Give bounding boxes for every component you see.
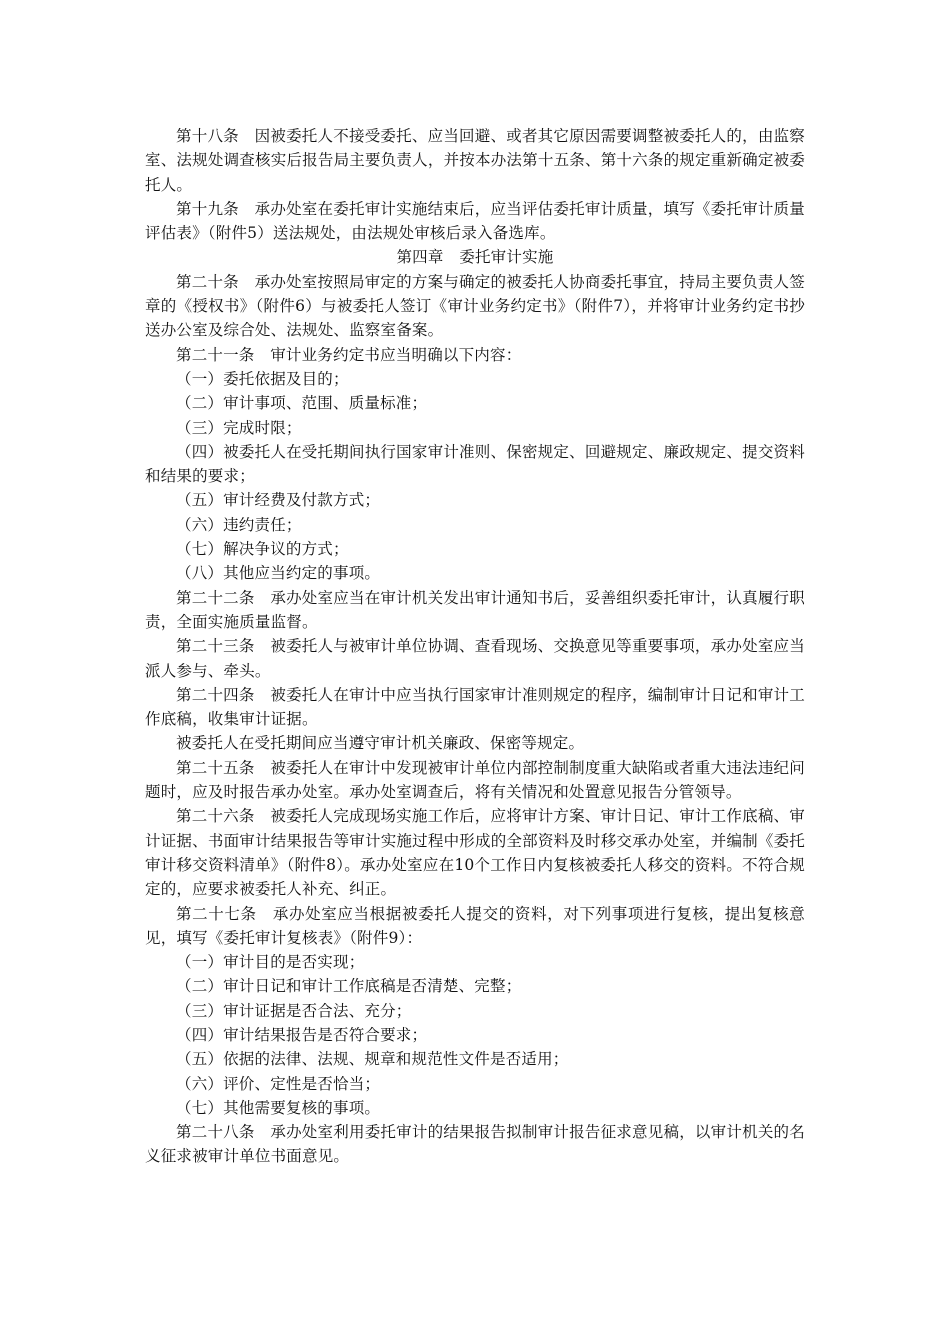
paragraph-article-24: 第二十四条 被委托人在审计中应当执行国家审计准则规定的程序，编制审计日记和审计工作底稿，收集审计证据。 bbox=[145, 685, 805, 729]
paragraph-article-24-continued: 被委托人在受托期间应当遵守审计机关廉政、保密等规定。 bbox=[176, 734, 585, 753]
list-item: （一）审计目的是否实现； bbox=[176, 953, 365, 972]
list-item: （七）解决争议的方式； bbox=[176, 540, 349, 559]
list-item: （七）其他需要复核的事项。 bbox=[176, 1098, 381, 1117]
paragraph-article-25: 第二十五条 被委托人在审计中发现被审计单位内部控制制度重大缺陷或者重大违法违纪问题时，应及时报告承办处室。承办处室调查后，将有关情况和处置意见报告分管领导。 bbox=[145, 758, 805, 802]
list-item: （五）审计经费及付款方式； bbox=[176, 491, 381, 510]
paragraph-article-28: 第二十八条 承办处室利用委托审计的结果报告拟制审计报告征求意见稿，以审计机关的名义征求被审计单位书面意见。 bbox=[145, 1123, 805, 1166]
paragraph-article-19: 第十九条 承办处室在委托审计实施结束后，应当评估委托审计质量，填写《委托审计质量评估表》（附件5）送法规处，由法规处审核后录入备选库。 bbox=[145, 199, 805, 243]
list-item: （二）审计事项、范围、质量标准； bbox=[176, 394, 428, 413]
paragraph-article-18: 第十八条 因被委托人不接受委托、应当回避、或者其它原因需要调整被委托人的，由监察室、法规处调查核实后报告局主要负责人，并按本办法第十五条、第十六条的规定重新确定被委托人。 bbox=[145, 127, 805, 194]
paragraph-article-21: 第二十一条 审计业务约定书应当明确以下内容： bbox=[176, 345, 522, 364]
paragraph-article-23: 第二十三条 被委托人与被审计单位协调、查看现场、交换意见等重要事项，承办处室应当派人参与、牵头。 bbox=[145, 637, 805, 680]
list-item: （二）审计日记和审计工作底稿是否清楚、完整； bbox=[176, 977, 522, 996]
document-body bbox=[145, 124, 805, 1169]
list-item: （六）违约责任； bbox=[176, 515, 302, 534]
list-item: （三）完成时限； bbox=[176, 418, 302, 437]
list-item: （四）被委托人在受托期间执行国家审计准则、保密规定、回避规定、廉政规定、提交资料和结果的要求； bbox=[145, 442, 805, 486]
chapter-heading: 第四章 委托审计实施 bbox=[396, 248, 554, 267]
list-item: （一）委托依据及目的； bbox=[176, 369, 349, 388]
list-item: （五）依据的法律、法规、规章和规范性文件是否适用； bbox=[176, 1050, 569, 1069]
list-item: （四）审计结果报告是否符合要求； bbox=[176, 1025, 428, 1044]
list-item: （八）其他应当约定的事项。 bbox=[176, 564, 381, 583]
list-item: （三）审计证据是否合法、充分； bbox=[176, 1001, 412, 1020]
paragraph-article-27: 第二十七条 承办处室应当根据被委托人提交的资料，对下列事项进行复核，提出复核意见，填写《委托审计复核表》（附件9）： bbox=[145, 904, 805, 947]
paragraph-article-26: 第二十六条 被委托人完成现场实施工作后，应将审计方案、审计日记、审计工作底稿、审计证据、书面审计结果报告等审计实施过程中形成的全部资料及时移交承办处室，并编制《委托审计移交资料清单》（附件8）。承办处室应在10个工作日内复核被委托人移交的资料。不符合规定的，应要求被委托人补充、纠正。 bbox=[145, 807, 805, 899]
list-item: （六）评价、定性是否恰当； bbox=[176, 1074, 381, 1093]
paragraph-article-20: 第二十条 承办处室按照局审定的方案与确定的被委托人协商委托事宜，持局主要负责人签章的《授权书》（附件6）与被委托人签订《审计业务约定书》（附件7），并将审计业务约定书抄送办公室及综合处、法规处、监察室备案。 bbox=[145, 272, 805, 340]
paragraph-article-22: 第二十二条 承办处室应当在审计机关发出审计通知书后，妥善组织委托审计，认真履行职责，全面实施质量监督。 bbox=[145, 588, 805, 631]
